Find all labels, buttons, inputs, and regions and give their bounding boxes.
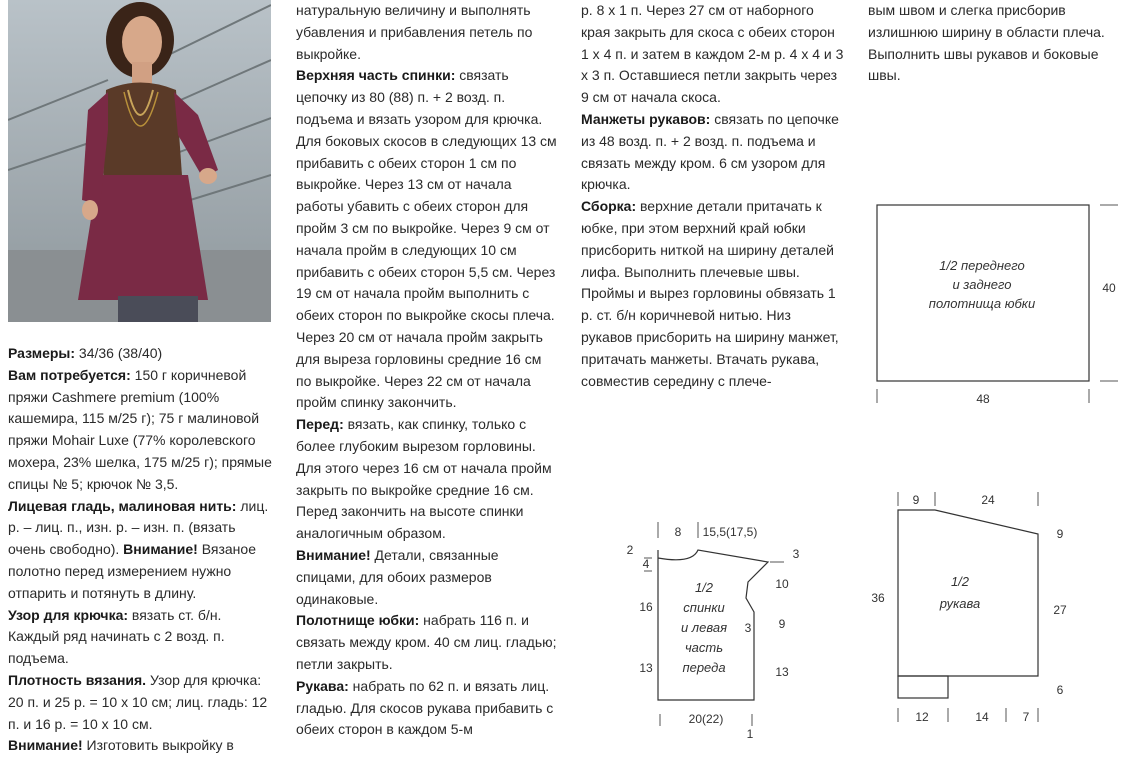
back-pattern-label: спинки — [683, 600, 725, 615]
text-column-4 — [868, 0, 1132, 87]
dimension-label: 7 — [1022, 710, 1030, 724]
attention-text: Вязаное полотно перед измерением нужно отпарить и потянуть в длину. — [8, 541, 256, 601]
dimension-label: 6 — [1056, 683, 1064, 697]
back-pattern-label: переда — [682, 660, 726, 675]
intro-text: р. 8 x 1 п. Через 27 см от наборного края закрыть для скоса с обеих сторон 1 x 4 п. и затем в каждом 2-м р. 4 x 4 и 3 x 3 п. Оставшиеся петли закрыть через 9 см от начала скоса. — [581, 2, 844, 106]
sleeves-text: набрать по 62 п. и вязать лиц. гладью. Для скосов рукава прибавить с обеих сторон в каждом 5-м — [296, 677, 554, 738]
sizes-label: Размеры: — [8, 345, 76, 361]
dimension-label: 2 — [626, 543, 634, 557]
attention-text: Изготовить выкройку в — [82, 737, 234, 754]
back-pattern-label: 1/2 — [694, 580, 714, 595]
dimension-label: 40 — [1102, 281, 1116, 295]
dimension-label: 13 — [775, 665, 789, 679]
skirt-label: Полотнище юбки: — [296, 612, 420, 629]
model-photo — [8, 0, 271, 322]
back-pattern-label: часть — [684, 640, 724, 655]
dimension-label: 16 — [639, 600, 653, 614]
sleeve-pattern-outline — [898, 510, 1038, 676]
back-label: Верхняя часть спинки: — [296, 67, 456, 84]
dimension-label: 8 — [674, 525, 682, 539]
sleeve-pattern-diagram — [860, 488, 1080, 733]
dimension-label: 3 — [792, 547, 800, 561]
sizes-text: 34/36 (38/40) — [75, 345, 163, 361]
back-pattern-label: и левая — [680, 620, 728, 635]
materials-label: Вам потребуется: — [8, 366, 131, 383]
assembly-text: верхние детали притачать к юбке, при этом верхний край юбки присборить ниткой на ширину деталей лифа. Выполнить плечевые швы. Проймы и вырез горловины обвязать 1 р. ст. б/н коричневой нитью. Низ рукавов присборить на ширину манжет, притачать манжеты. Втачать рукава, совместив середину с плече- — [581, 198, 839, 389]
text-column-1 — [8, 343, 272, 757]
attention-label: Внимание! — [8, 737, 83, 754]
text-column-2 — [296, 0, 558, 741]
sleeve-pattern-label: 1/2 — [950, 574, 970, 589]
back-pattern-diagram — [620, 518, 810, 743]
dimension-label: 36 — [871, 591, 885, 605]
sleeve-pattern-label: рукава — [939, 596, 981, 611]
cuff-outline — [898, 676, 948, 698]
cuffs-text: связать по цепочке из 48 возд. п. + 2 возд. п. подъема и связать между кром. 6 см узором для крючка. — [581, 110, 839, 193]
dimension-label: 27 — [1053, 603, 1067, 617]
crochet-pattern-label: Узор для крючка: — [8, 606, 129, 623]
front-text: вязать, как спинку, только с более глубоким вырезом горловины. Для этого через 16 см от начала пройм закрыть по выкройке средние 16 см. Перед закончить на высоте спинки аналогичным образом. — [296, 416, 552, 542]
dimension-label: 20(22) — [688, 712, 724, 726]
gauge-label: Плотность вязания. — [8, 671, 147, 688]
gauge-text: Узор для крючка: 20 п. и 25 р. = 10 x 10 см; лиц. гладь: 12 п. и 16 р. = 10 x 10 см. — [8, 671, 268, 732]
dimension-label: 9 — [1056, 527, 1064, 541]
dimension-label: 1 — [746, 727, 754, 741]
text-column-3 — [581, 0, 845, 392]
dimension-label: 12 — [915, 710, 929, 724]
skirt-pattern-label: и заднего — [952, 277, 1012, 292]
dimension-label: 9 — [778, 617, 786, 631]
materials-text: 150 г коричневой пряжи Cashmere premium (100% кашемира, 115 м/25 г); 75 г малиновой пряжи Mohair Luxe (77% королевского мохера, 23% шелка, 175 м/25 г); прямые спицы № 5; крючок № 3,5. — [8, 366, 272, 492]
back-text: связать цепочку из 80 (88) п. + 2 возд. п. подъема и вязать узором для крючка. Для боковых скосов в следующих 13 см прибавить с обеих сторон 1 см по выкройке. Через 13 см от начала работы убавить с обеих сторон для пройм 3 см по выкройке. Через 9 см от начала пройм в следующих 10 см прибавить с обеих сторон 5,5 см. Через 19 см от начала пройм выполнить с обеих сторон по выкройке скосы плеча. Через 20 см от начала пройм закрыть для выреза горловины средние 16 см по выкройке. Через 22 см от начала пройм спинку закончить. — [296, 67, 557, 411]
skirt-pattern-diagram — [868, 195, 1128, 410]
skirt-pattern-label: полотнища юбки — [928, 296, 1036, 311]
dimension-label: 14 — [975, 710, 989, 724]
dimension-label: 10 — [775, 577, 789, 591]
attention-label: Внимание! — [123, 541, 198, 558]
dimension-label: 24 — [981, 493, 995, 507]
attention-text: Детали, связанные спицами, для обоих размеров одинаковые. — [296, 546, 499, 607]
skirt-pattern-label: 1/2 переднего — [939, 258, 1025, 273]
intro-text: натуральную величину и выполнять убавления и прибавления петель по выкройке. — [296, 2, 533, 62]
crochet-pattern-text: вязать ст. б/н. Каждый ряд начинать с 2 возд. п. подъема. — [8, 606, 225, 667]
cuffs-label: Манжеты рукавов: — [581, 110, 711, 127]
dimension-label: 9 — [912, 493, 920, 507]
skirt-text: набрать 116 п. и связать между кром. 40 см лиц. гладью; петли закрыть. — [296, 612, 557, 672]
skirt-pattern-outline — [877, 205, 1089, 381]
front-label: Перед: — [296, 416, 344, 433]
dimension-label: 48 — [976, 392, 990, 406]
stockinette-text: лиц. р. – лиц. п., изн. р. – изн. п. (вязать очень свободно). — [8, 497, 269, 558]
finishing-text: вым швом и слегка присборив излишнюю ширину в области плеча. Выполнить швы рукавов и боковые швы. — [868, 2, 1105, 84]
dimension-label: 15,5(17,5) — [702, 525, 758, 539]
dimension-label: 4 — [642, 557, 650, 571]
dimension-label: 13 — [639, 661, 653, 675]
assembly-label: Сборка: — [581, 198, 637, 215]
stockinette-label: Лицевая гладь, малиновая нить: — [8, 497, 237, 514]
sleeves-label: Рукава: — [296, 677, 349, 694]
attention-label: Внимание! — [296, 546, 371, 563]
dimension-label: 3 — [744, 621, 752, 635]
